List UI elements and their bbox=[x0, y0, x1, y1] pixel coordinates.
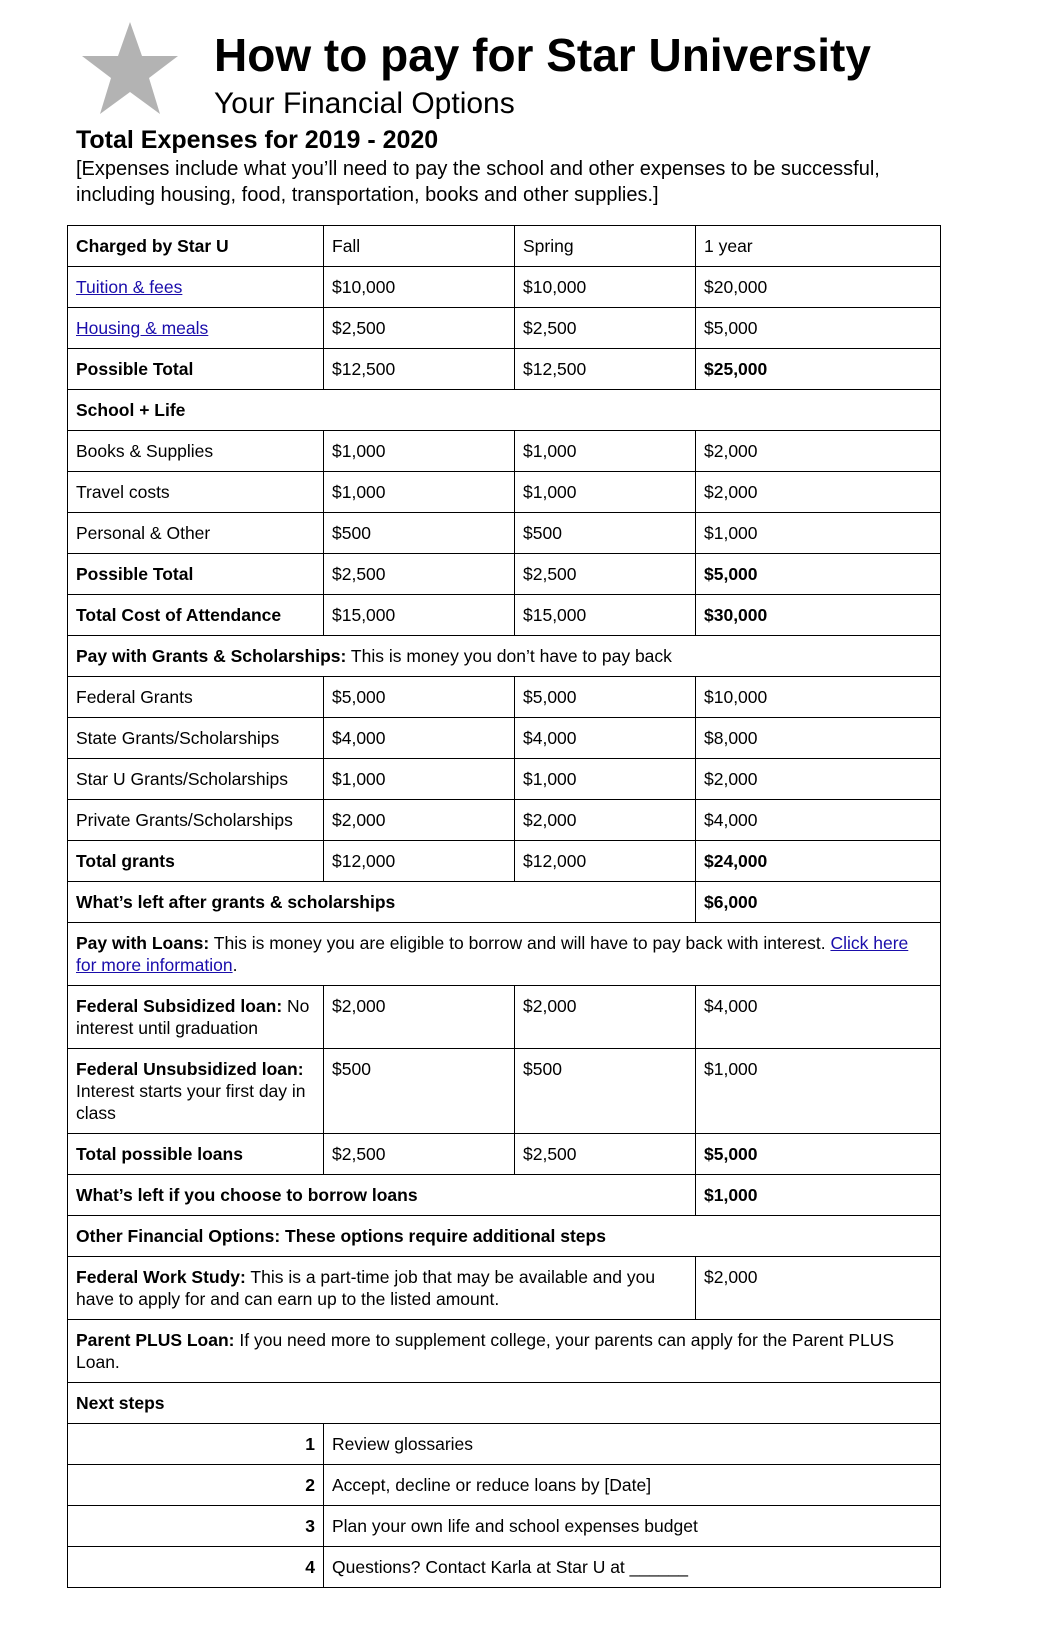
more-information-link[interactable]: Click here for more information bbox=[76, 933, 909, 975]
cell-fall: $2,500 bbox=[324, 1134, 515, 1175]
step-number: 1 bbox=[68, 1424, 324, 1465]
cell-fall: $12,000 bbox=[324, 841, 515, 882]
cell-year: $1,000 bbox=[696, 1175, 941, 1216]
cell-spring: $2,500 bbox=[515, 308, 696, 349]
tuition-fees-link[interactable]: Tuition & fees bbox=[76, 277, 183, 297]
loans-heading-text: This is money you are eligible to borrow and will have to pay back with interest. bbox=[213, 933, 826, 953]
row-label: Total Cost of Attendance bbox=[68, 595, 324, 636]
cell-fall: $5,000 bbox=[324, 677, 515, 718]
section-row bbox=[68, 1383, 941, 1424]
cell-fall: $15,000 bbox=[324, 595, 515, 636]
row-label bbox=[68, 1320, 941, 1383]
table-row bbox=[68, 800, 941, 841]
intro-text: [Expenses include what you’ll need to pay the school and other expenses to be successful, including housing, food, transportation, books and other supplies.] bbox=[76, 158, 880, 206]
row-label: What’s left after grants & scholarships bbox=[68, 882, 696, 923]
step-number: 3 bbox=[68, 1506, 324, 1547]
row-label: Star U Grants/Scholarships bbox=[68, 759, 324, 800]
grants-header bbox=[68, 636, 941, 677]
row-label: Federal Grants bbox=[68, 677, 324, 718]
housing-meals-link[interactable]: Housing & meals bbox=[76, 318, 209, 338]
step-text: Plan your own life and school expenses budget bbox=[324, 1506, 941, 1547]
row-label: Private Grants/Scholarships bbox=[68, 800, 324, 841]
work-study-label-bold: Federal Work Study: bbox=[76, 1267, 246, 1287]
cell-fall: $500 bbox=[324, 513, 515, 554]
section-row bbox=[68, 390, 941, 431]
cell-spring: $2,500 bbox=[515, 1134, 696, 1175]
loans-header bbox=[68, 923, 941, 986]
star-logo-icon bbox=[80, 20, 180, 116]
table-row bbox=[68, 1049, 941, 1134]
row-label: Total grants bbox=[68, 841, 324, 882]
work-study-label-text: This is a part-time job that may be available and you have to apply for and can earn up to the listed amount. bbox=[76, 1267, 656, 1309]
list-item bbox=[68, 1424, 941, 1465]
cell-year: $1,000 bbox=[696, 513, 941, 554]
table-row bbox=[68, 472, 941, 513]
cell-spring: $5,000 bbox=[515, 677, 696, 718]
table-row bbox=[68, 986, 941, 1049]
remaining-row bbox=[68, 882, 941, 923]
row-label: Books & Supplies bbox=[68, 431, 324, 472]
cell-spring: $12,500 bbox=[515, 349, 696, 390]
cell-year: $2,000 bbox=[696, 1257, 941, 1320]
cell-spring: $500 bbox=[515, 513, 696, 554]
cell-fall: $10,000 bbox=[324, 267, 515, 308]
cell-fall: $2,500 bbox=[324, 308, 515, 349]
work-study-row bbox=[68, 1257, 941, 1320]
step-text: Questions? Contact Karla at Star U at ______ bbox=[324, 1547, 941, 1588]
subsidized-label-bold: Federal Subsidized loan: bbox=[76, 996, 283, 1016]
cell-spring: $4,000 bbox=[515, 718, 696, 759]
cell-year: $20,000 bbox=[696, 267, 941, 308]
cell-fall: $1,000 bbox=[324, 759, 515, 800]
plus-label-text: If you need more to supplement college, your parents can apply for the Parent PLUS Loan. bbox=[76, 1330, 895, 1372]
cell-year: $2,000 bbox=[696, 431, 941, 472]
list-item bbox=[68, 1506, 941, 1547]
page-title: How to pay for Star University bbox=[214, 29, 871, 81]
row-label bbox=[68, 1049, 324, 1134]
row-label: Personal & Other bbox=[68, 513, 324, 554]
loans-heading-period: . bbox=[232, 955, 238, 975]
row-label: Total possible loans bbox=[68, 1134, 324, 1175]
cell-spring: $1,000 bbox=[515, 431, 696, 472]
remaining-row bbox=[68, 1175, 941, 1216]
cell-year: $30,000 bbox=[696, 595, 941, 636]
row-label: Travel costs bbox=[68, 472, 324, 513]
cell-year: $4,000 bbox=[696, 800, 941, 841]
row-label: State Grants/Scholarships bbox=[68, 718, 324, 759]
loans-heading-bold: Pay with Loans: bbox=[76, 933, 210, 953]
cell-year: $25,000 bbox=[696, 349, 941, 390]
table-row bbox=[68, 759, 941, 800]
cell-spring: $2,000 bbox=[515, 986, 696, 1049]
cell-spring: $15,000 bbox=[515, 595, 696, 636]
cell-year: $2,000 bbox=[696, 472, 941, 513]
step-text: Review glossaries bbox=[324, 1424, 941, 1465]
total-row bbox=[68, 349, 941, 390]
step-number: 4 bbox=[68, 1547, 324, 1588]
grants-heading-bold: Pay with Grants & Scholarships: bbox=[76, 646, 347, 666]
row-label: Possible Total bbox=[68, 349, 324, 390]
col-header-year: 1 year bbox=[696, 226, 941, 267]
table-row bbox=[68, 267, 941, 308]
unsubsidized-label-text: Interest starts your first day in class bbox=[76, 1081, 306, 1123]
page-subtitle: Your Financial Options bbox=[214, 87, 515, 120]
total-row bbox=[68, 841, 941, 882]
cell-year: $5,000 bbox=[696, 308, 941, 349]
col-header-spring: Spring bbox=[515, 226, 696, 267]
table-header-row bbox=[68, 226, 941, 267]
list-item bbox=[68, 1465, 941, 1506]
plus-label-bold: Parent PLUS Loan: bbox=[76, 1330, 235, 1350]
total-row bbox=[68, 554, 941, 595]
cell-fall: $1,000 bbox=[324, 472, 515, 513]
cell-fall: $4,000 bbox=[324, 718, 515, 759]
cell-year: $8,000 bbox=[696, 718, 941, 759]
cell-year: $4,000 bbox=[696, 986, 941, 1049]
list-item bbox=[68, 1547, 941, 1588]
cell-fall: $500 bbox=[324, 1049, 515, 1134]
next-steps-header: Next steps bbox=[68, 1383, 941, 1424]
cell-spring: $10,000 bbox=[515, 267, 696, 308]
step-number: 2 bbox=[68, 1465, 324, 1506]
cell-spring: $500 bbox=[515, 1049, 696, 1134]
table-row bbox=[68, 308, 941, 349]
section-heading: Total Expenses for 2019 - 2020 bbox=[76, 126, 439, 154]
cell-year: $5,000 bbox=[696, 554, 941, 595]
subsidized-label-text: No interest until graduation bbox=[76, 996, 310, 1038]
table-row bbox=[68, 677, 941, 718]
section-row bbox=[68, 1216, 941, 1257]
cell-spring: $12,000 bbox=[515, 841, 696, 882]
row-label bbox=[68, 267, 324, 308]
parent-plus-row bbox=[68, 1320, 941, 1383]
other-options-header: Other Financial Options: These options require additional steps bbox=[68, 1216, 941, 1257]
cell-fall: $12,500 bbox=[324, 349, 515, 390]
row-label bbox=[68, 986, 324, 1049]
cell-spring: $2,000 bbox=[515, 800, 696, 841]
table-row bbox=[68, 431, 941, 472]
row-label bbox=[68, 308, 324, 349]
step-text: Accept, decline or reduce loans by [Date] bbox=[324, 1465, 941, 1506]
table-row bbox=[68, 513, 941, 554]
cell-spring: $1,000 bbox=[515, 472, 696, 513]
cell-year: $1,000 bbox=[696, 1049, 941, 1134]
financial-options-table bbox=[67, 225, 941, 1588]
cell-fall: $1,000 bbox=[324, 431, 515, 472]
row-label bbox=[68, 1257, 696, 1320]
school-life-header: School + Life bbox=[68, 390, 941, 431]
row-label: Possible Total bbox=[68, 554, 324, 595]
cell-year: $5,000 bbox=[696, 1134, 941, 1175]
cell-spring: $1,000 bbox=[515, 759, 696, 800]
cell-year: $2,000 bbox=[696, 759, 941, 800]
charged-header: Charged by Star U bbox=[68, 226, 324, 267]
grants-heading-text: This is money you don’t have to pay back bbox=[350, 646, 672, 666]
cell-year: $6,000 bbox=[696, 882, 941, 923]
table-row bbox=[68, 718, 941, 759]
row-label: What’s left if you choose to borrow loans bbox=[68, 1175, 696, 1216]
cell-year: $10,000 bbox=[696, 677, 941, 718]
cell-fall: $2,000 bbox=[324, 986, 515, 1049]
attendance-row bbox=[68, 595, 941, 636]
unsubsidized-label-bold: Federal Unsubsidized loan: bbox=[76, 1059, 304, 1079]
cell-spring: $2,500 bbox=[515, 554, 696, 595]
cell-fall: $2,500 bbox=[324, 554, 515, 595]
cell-fall: $2,000 bbox=[324, 800, 515, 841]
total-row bbox=[68, 1134, 941, 1175]
section-row bbox=[68, 923, 941, 986]
section-row bbox=[68, 636, 941, 677]
col-header-fall: Fall bbox=[324, 226, 515, 267]
cell-year: $24,000 bbox=[696, 841, 941, 882]
